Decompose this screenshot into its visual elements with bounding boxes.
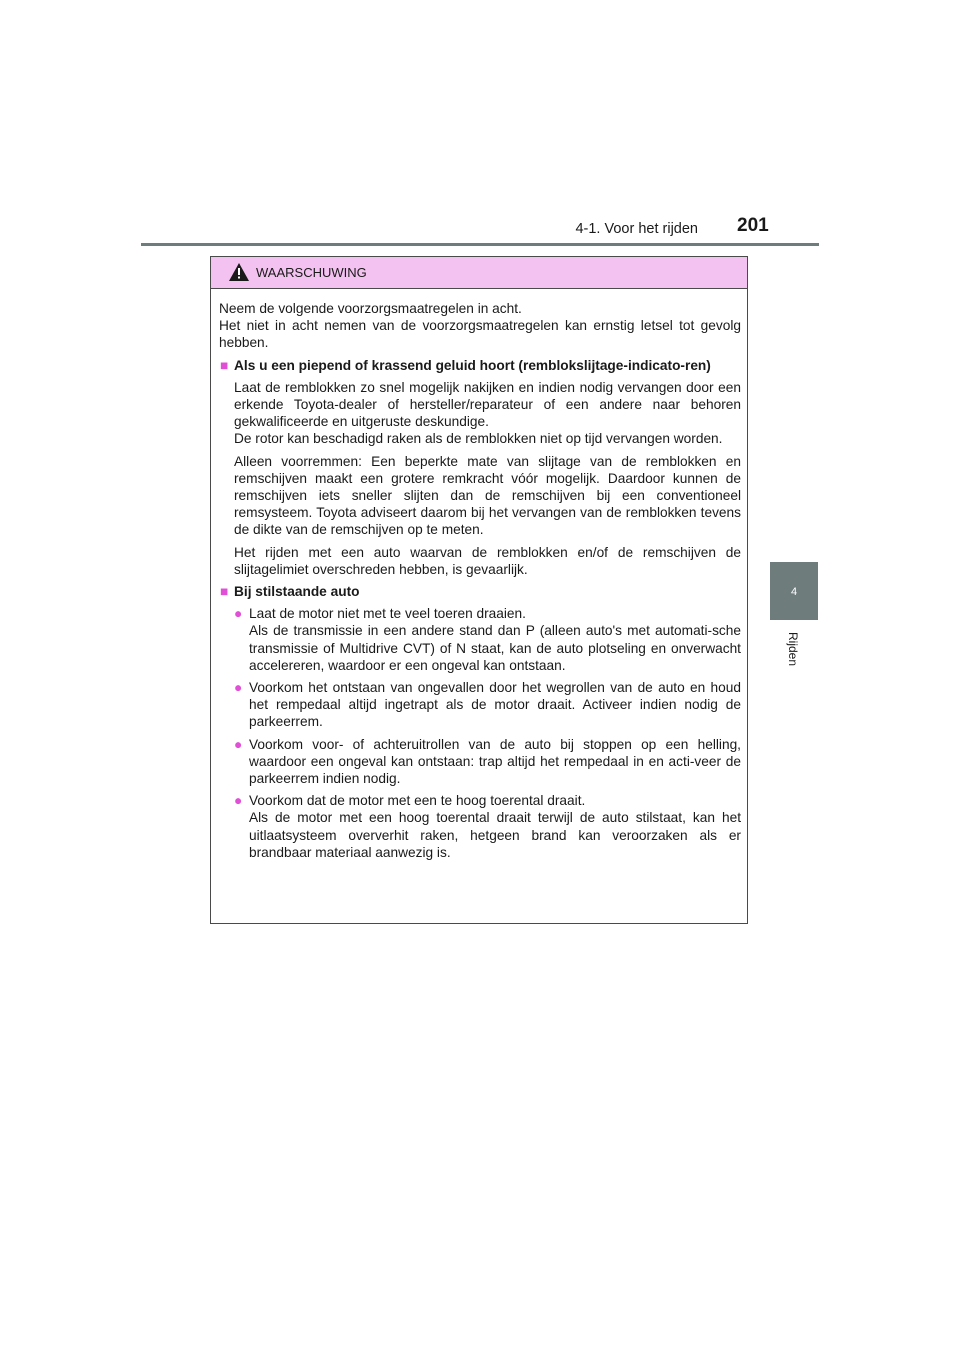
- paragraph-line: Het rijden met een auto waarvan de remblokken en/of de remschijven de slijtagelimiet overschreden hebben, is gevaarlijk.: [234, 544, 741, 577]
- section-heading-text: Bij stilstaande auto: [234, 584, 360, 600]
- bullet-line: Voorkom voor- of achteruitrollen van de auto bij stoppen op een helling, waardoor een ongeval kan ontstaan: trap altijd het rempedaal in en acti-veer de parkeerrem indien nodig.: [249, 736, 741, 787]
- warning-body: [211, 289, 747, 861]
- bullet-item: [234, 792, 741, 861]
- section-title: 4-1. Voor het rijden: [575, 221, 698, 237]
- chapter-label: Rijden: [786, 632, 800, 667]
- bullet-line: Voorkom dat de motor met een te hoog toerental draait.: [249, 793, 586, 809]
- bullet-item: [234, 679, 741, 731]
- bullet-line: Als de motor met een hoog toerental draait terwijl de auto stilstaat, kan het uitlaatsysteem oververhit raken, hetgeen brand kan veroorzaken als er brandbaar materiaal aanwezig is.: [249, 810, 741, 860]
- paragraph: [234, 544, 741, 578]
- circle-bullet-icon: ●: [234, 736, 243, 752]
- page-header: [0, 0, 960, 250]
- bullet-line: Voorkom het ontstaan van ongevallen door het wegrollen van de auto en houd het rempedaal altijd ingetrapt als de motor draait. Activeer indien nodig de parkeerrem.: [249, 680, 741, 730]
- bullet-line: Laat de motor niet met te veel toeren draaien.: [249, 606, 526, 622]
- paragraph-line: Alleen voorremmen: Een beperkte mate van slijtage van de remblokken en remschijven maakt een grotere remkracht vóór mogelijk. Daardoor kunnen de remschijven iets sneller slijten dan de remschijven bij een conventioneel remsysteem. Toyota adviseert daarom bij het vervangen van de remblokken tevens de dikte van de remschijven op te meten.: [234, 453, 741, 538]
- circle-bullet-icon: ●: [234, 793, 243, 809]
- circle-bullet-icon: ●: [234, 680, 243, 696]
- warning-header: [211, 257, 747, 289]
- intro-line: Neem de volgende voorzorgsmaatregelen in acht.: [219, 301, 522, 316]
- intro-line: Het niet in acht nemen van de voorzorgsmaatregelen kan ernstig letsel tot gevolg hebben.: [219, 318, 741, 351]
- chapter-tab: [770, 562, 818, 620]
- paragraph: [234, 379, 741, 448]
- warning-title: WAARSCHUWING: [256, 265, 367, 280]
- section-heading-text: Als u een piepend of krassend geluid hoort (remblokslijtage-indicato-ren): [234, 357, 711, 373]
- paragraph-line: De rotor kan beschadigd raken als de remblokken niet op tijd vervangen worden.: [234, 431, 723, 447]
- bullet-item: [234, 605, 741, 674]
- section-heading-brake-wear: [219, 357, 741, 374]
- section-heading-stationary: [219, 583, 741, 600]
- chapter-number: 4: [790, 586, 798, 598]
- warning-box: [210, 256, 748, 924]
- square-bullet-icon: ■: [220, 357, 229, 373]
- page-number: 201: [737, 215, 769, 236]
- bullet-line: Als de transmissie in een andere stand dan P (alleen auto's met automati-sche transmissie of Multidrive CVT) of N staat, kan de auto plotseling en onverwacht accelereren, waardoor er een ongeval kan ontstaan.: [249, 623, 741, 673]
- bullet-item: [234, 736, 741, 788]
- warning-triangle-icon: [229, 263, 249, 281]
- circle-bullet-icon: ●: [234, 606, 243, 622]
- paragraph-line: Laat de remblokken zo snel mogelijk nakijken en indien nodig vervangen door een erkende Toyota-dealer of hersteller/reparateur of een andere naar behoren gekwalificeerde en uitgeruste deskundige.: [234, 379, 741, 430]
- header-rule: [141, 243, 819, 246]
- paragraph: [234, 453, 741, 539]
- square-bullet-icon: ■: [220, 584, 229, 600]
